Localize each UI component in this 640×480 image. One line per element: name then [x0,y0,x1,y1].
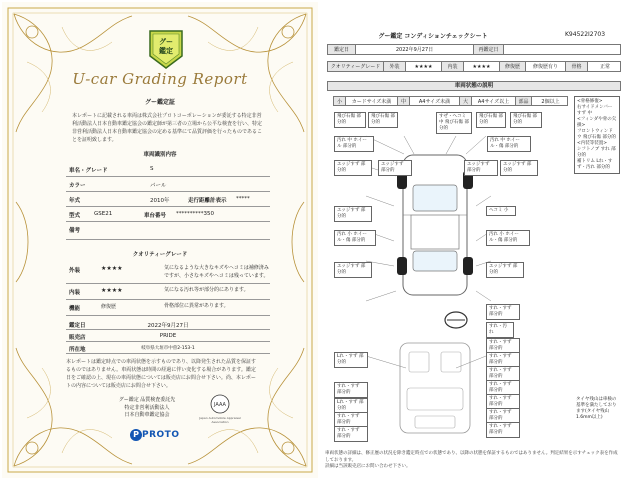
chassis-number-value: **********350 [176,211,214,217]
damage-interior-13: すれ・すず 部分的 [486,422,520,438]
row-color [66,177,270,192]
mechanical-desc: 骨格部位に異常があります。 [164,303,229,309]
row-model [66,162,270,177]
grade-label: クオリティーグレード [328,62,384,71]
parts-value: 2個以上 [541,98,560,105]
dealer-value: PRIDE [159,333,177,339]
damage-interior-3: すれ・すず 部分的 [486,338,520,354]
repair-legend-text: <骨格修復> 右サイドメンバー すず 中 <フィンダや骨の欠損> フロントウィンドウ 飛び石傷 部分的 <内装等装置> シフトノブ すれ 部分的 補トリム Lれ・すず・汚れ 部分的 [577,99,617,170]
damage-interior-7: すれ・すず 部分的 [486,380,520,396]
grade-row [327,61,621,72]
interior-desc: 気になる汚れ等が部分的にあります。 [164,287,249,293]
model-label: 車名・グレード [69,168,108,174]
damage-interior-14: すれ・すず 部分的 [334,426,368,442]
row-exterior [66,262,270,284]
recheck-value [504,45,622,54]
damage-interior-8: すれ・すず 部分的 [334,382,368,398]
section-vehicle-state: 車両状態の説明 [327,81,621,91]
damage-interior-9: Lれ・すず 部分的 [334,398,368,414]
exterior-stars: ★★★★ [101,265,123,272]
proto-wordmark: PROTO [142,430,180,440]
damage-left-door-2: エッジすず 部分的 [334,206,372,222]
size-medium-desc: A4サイズ未満 [410,97,460,105]
inspection-date-value: 2022年9月27日 [147,323,189,329]
certificate-intro: 本レポートに記載される車両は株式会社プロトコーポレーションが委託する特定非営利活動法人日本自動車鑑定協会の鑑定師が第三者の立場から公平な検査を行い、特定非営利活動法人日本自動車鑑定協会の定める基準にて品質評価を行ったものであることを証明致します。 [72,113,263,143]
car-interior-diagram [395,338,475,438]
org-line-2: 特定非営利活動法人 [124,404,170,411]
row-year [66,192,270,207]
damage-front-right: 飛び石傷 部分的 [476,112,506,128]
damage-interior-10: すれ・すず 部分的 [486,394,520,410]
interior-label: 内装 [69,290,81,296]
damage-rear-left-2: エッジすず 部分的 [334,262,372,278]
org-line-1: グー鑑定 品質検査委託先 [118,397,176,403]
damage-interior-1: すれ・すず 部分的 [486,304,520,320]
repair-label: 修復歴 [500,62,526,71]
model-value: S [150,166,154,172]
damage-interior-2: すれ・汚れ [486,322,514,338]
mechanical-rating: 修復歴 [101,304,117,310]
recheck-label: 再鑑定日 [474,45,504,54]
damage-left-door-1b: エッジすず 部分的 [378,160,412,176]
color-value: パール [150,183,167,189]
damage-hood: すぜ・ヘコミ 中 飛び石傷 部分的 [436,112,472,134]
mileage-value: ***** [236,196,250,202]
damage-right-front-wheel: 汚れ 中 ホイール・傷 部分的 [487,136,531,152]
damage-right-door-2: ヘコミ 小 [486,206,516,216]
damage-interior-11: すれ・すず 部分的 [486,408,520,424]
row-inspection-date [66,318,270,330]
damage-right-door-1: エッジすず 部分的 [464,160,498,176]
date-label: 鑑定日 [328,45,356,54]
certificate-subtitle: グー鑑定証 [144,99,175,106]
inspection-date-label: 鑑定日 [69,323,86,329]
organization-block [92,397,202,420]
steering-wheel-icon [443,310,469,330]
exterior-label: 外装 [69,268,81,274]
parts-label: 部品 [516,97,532,105]
size-small-label: 小 [334,97,346,105]
sheet-id: K94522I2703 [565,31,606,38]
frame-label: 骨格 [566,62,588,71]
jaaa-mark: JAAA [214,402,226,408]
damage-front-right-fender: 飛び石傷 部分的 [510,112,542,128]
org-line-3: 日本自動車鑑定協会 [124,412,170,418]
certificate-note: 本レポートは鑑定時点での車両状態を示すものであり、以降発生された品質を保証するものではありません。車両状態は時間の経過に伴い変化する場合があります。鑑定日をご確認の上、現在の車両状態については販売店にお問合せ下さい。尚、本レポートの内容については販売店にお問合せ下さい。 [66,359,257,389]
badge-label: グー 鑑定 [159,38,173,55]
date-row [327,44,621,55]
date-value: 2022年9月27日 [356,45,474,54]
exterior-desc: 気になるような大きなキズやヘコミは補修済みですが、小さなキズやヘコミは残っています。 [164,265,269,279]
certificate-title: U-car Grading Report [72,70,248,88]
chassis-number-label: 車台番号 [144,213,167,219]
address-label: 所在地 [69,347,86,353]
int-label: 内装 [442,62,464,71]
remarks-label: 備考 [69,228,81,234]
repair-legend [574,96,620,174]
sheet-title: グー鑑定 コンディションチェックシート [378,33,488,40]
interior-stars: ★★★★ [101,287,123,294]
ext-stars: ★★★★ [406,62,442,71]
row-mechanical [66,300,270,316]
row-type [66,207,270,222]
tire-note: タイヤ残山は車検の基準を満たしております(タイヤ残山1.6mm以上) [574,396,620,422]
damage-rear-right-2: エッジすず 部分的 [486,262,524,278]
row-remarks [66,222,270,240]
jaaa-caption: Japan Automobile Appraisal Association [199,416,241,424]
damage-right-door-1b: エッジすず 部分的 [500,160,538,176]
damage-rear-right-wheel: 汚れ 小 ホイール・傷 部分的 [486,230,530,246]
size-legend-row [333,96,568,106]
damage-left-door-1: エッジすず 部分的 [334,160,372,176]
size-large-desc: A4サイズ以上 [472,97,516,105]
repair-value: 修復歴有り [526,62,566,71]
row-address [66,342,270,354]
damage-interior-12: すれ・すず 部分的 [334,412,368,428]
damage-left-front-wheel: 汚れ 中 ホイール 部分的 [334,136,374,152]
type-label: 型式 [69,213,81,219]
damage-rear-left-wheel: 汚れ 小 ホイール・傷 部分的 [334,230,376,246]
frame-value: 正常 [599,64,610,70]
ext-label: 外装 [384,62,406,71]
damage-front-left-fender: 飛び石傷 部分的 [334,112,366,128]
damage-front-left-2: 飛び石傷 部分的 [368,112,398,128]
color-label: カラー [69,183,86,189]
jaaa-seal-icon [210,394,230,414]
sheet-footer: 車両状態の詳細は、修正歴の状況を除き鑑定時点での状態であり、以降の状態を保証するものではありません。判定結果を示すチェック表を作成しております。 詳細は当該販売店にお問い合わせ下さい。 [325,451,618,469]
year-value: 2010年 [150,198,170,204]
year-label: 年式 [69,198,81,204]
size-medium-label: 中 [398,97,410,105]
section-vehicle-identification: 車両識別内容 [143,152,177,158]
damage-interior-5: Lれ・すず 部分的 [334,352,368,368]
grading-certificate [2,2,318,478]
address-value: 岐阜県大垣市中曽2-153-1 [141,346,195,351]
int-stars: ★★★★ [464,62,500,71]
section-quality-grade: クオリティーグレード [132,252,188,258]
proto-logo-icon: P [130,429,142,441]
row-dealer [66,330,270,342]
mileage-label: 走行距離計表示 [188,198,227,204]
damage-interior-4: すれ・すず 部分的 [486,352,520,368]
size-large-label: 大 [460,97,472,105]
type-value: GSE21 [94,211,113,217]
damage-interior-6: すれ・すず 部分的 [486,366,520,382]
mechanical-label: 機能 [69,306,81,312]
size-small-desc: カードサイズ未満 [346,97,398,105]
row-interior [66,284,270,300]
dealer-label: 販売店 [69,335,86,341]
